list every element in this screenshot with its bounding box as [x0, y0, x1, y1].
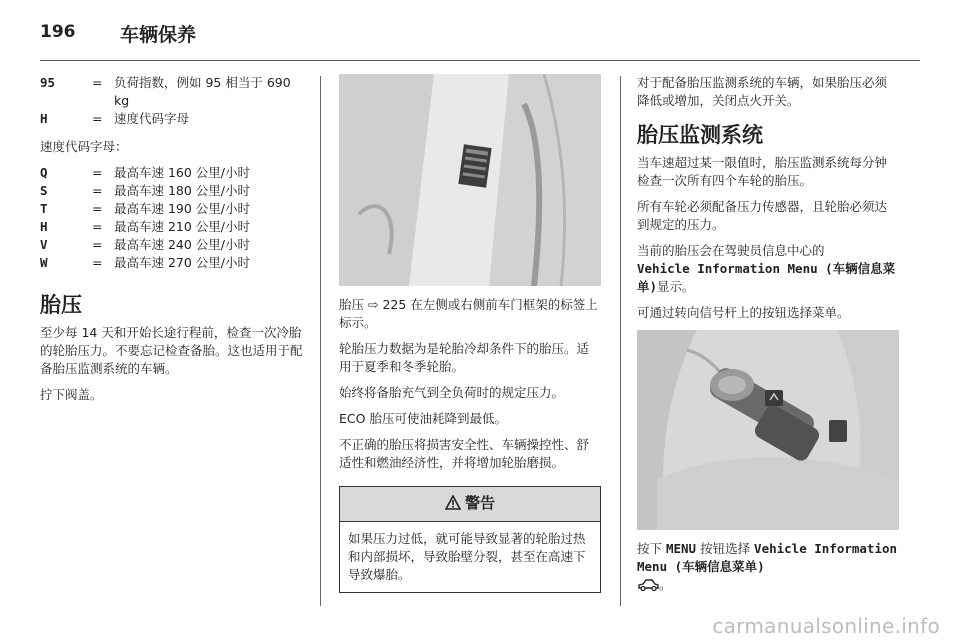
column-3 [637, 74, 899, 605]
speed-code-key: H [40, 219, 48, 234]
menu-selection-paragraph: 可通过转向信号杆上的按钮选择菜单。 [637, 305, 850, 320]
page-number: 196 [40, 22, 76, 42]
warning-text: 如果压力过低，就可能导致显著的轮胎过热和内部损坏，导致胎壁分裂，甚至在高速下导致爆胎。 [348, 531, 586, 582]
speed-code-eq: = [92, 219, 103, 234]
speed-code-row [40, 200, 308, 218]
door-frame-illustration [339, 74, 601, 286]
speed-code-value: 最高车速 240 公里/小时 [114, 237, 251, 252]
def-row [40, 74, 308, 110]
chapter-title: 车辆保养 [120, 24, 197, 46]
speed-code-value: 最高车速 180 公里/小时 [114, 183, 251, 198]
header-divider [40, 60, 920, 61]
speed-code-eq: = [92, 165, 103, 180]
column-2 [339, 74, 601, 593]
vehicle-info-menu-label: Vehicle Information Menu (车辆信息菜单) [637, 261, 896, 294]
speed-code-value: 最高车速 270 公里/小时 [114, 255, 251, 270]
arrow-ref-icon: ⇨ [367, 297, 379, 312]
speed-code-eq: = [92, 237, 103, 252]
speed-code-value: 最高车速 190 公里/小时 [114, 201, 251, 216]
def-row [40, 110, 308, 128]
speed-code-value: 最高车速 210 公里/小时 [114, 219, 251, 234]
def-eq: = [92, 75, 103, 90]
sensor-paragraph: 所有车轮必须配备压力传感器，且轮胎必须达到规定的压力。 [637, 199, 888, 232]
menu-button-instruction [637, 540, 899, 597]
spare-tire-paragraph: 始终将备胎充气到全负荷时的规定压力。 [339, 385, 565, 400]
car-icon [637, 578, 659, 597]
tire-label-text-post: 225 在左侧或右侧前车门框架的标签上标示。 [339, 297, 598, 330]
watermark: carmanualsonline.info [712, 614, 940, 638]
section-title-tpms: 胎压监测系统 [637, 123, 763, 147]
speed-code-row [40, 218, 308, 236]
dic-display-paragraph [637, 242, 899, 296]
column-divider-1 [320, 76, 321, 606]
column-1 [40, 74, 308, 412]
tire-pressure-paragraph: 至少每 14 天和开始长途行程前，检查一次冷胎的轮胎压力。不要忘记检查备胎。这也适用于配备胎压监测系统的车辆。 [40, 325, 303, 376]
speed-code-eq: = [92, 183, 103, 198]
cold-tire-paragraph: 轮胎压力数据为是轮胎冷却条件下的胎压。适用于夏季和冬季轮胎。 [339, 341, 590, 374]
eco-pressure-paragraph: ECO 胎压可使油耗降到最低。 [339, 411, 507, 426]
tire-label-text-pre: 胎压 [339, 297, 368, 312]
speed-code-key: T [40, 201, 48, 216]
speed-code-key: Q [40, 165, 48, 180]
speed-code-row [40, 254, 308, 272]
dic-text-post: 显示。 [657, 279, 695, 294]
speed-code-heading: 速度代码字母： [40, 139, 128, 154]
ignition-paragraph: 对于配备胎压监测系统的车辆，如果胎压必须降低或增加，关闭点火开关。 [637, 75, 888, 108]
instruction-pre: 按下 [637, 541, 666, 556]
def-value: 速度代码字母 [114, 111, 190, 126]
tpms-check-paragraph: 当车速超过某一限值时，胎压监测系统每分钟检查一次所有四个车轮的胎压。 [637, 155, 888, 188]
section-title-tire-pressure: 胎压 [40, 293, 82, 317]
speed-code-key: W [40, 255, 48, 270]
turn-signal-lever-illustration [637, 330, 899, 530]
warning-title: 警告 [464, 494, 495, 512]
valve-cap-paragraph: 拧下阀盖。 [40, 387, 103, 402]
page-header [0, 0, 960, 62]
warning-header [340, 487, 600, 522]
turn-signal-lever-photo [637, 330, 899, 530]
speed-code-row [40, 164, 308, 182]
incorrect-pressure-paragraph: 不正确的胎压将损害安全性、车辆操控性、舒适性和燃油经济性，并将增加轮胎磨损。 [339, 437, 590, 470]
speed-code-key: V [40, 237, 48, 252]
instruction-end: 。 [659, 577, 672, 592]
instruction-mid: 按钮选择 [696, 541, 755, 556]
door-frame-label-photo [339, 74, 601, 286]
def-key: H [40, 111, 48, 126]
speed-code-eq: = [92, 255, 103, 270]
def-value: 负荷指数，例如 95 相当于 690 kg [114, 75, 291, 108]
dic-text-pre: 当前的胎压会在驾驶员信息中心的 [637, 243, 825, 258]
def-eq: = [92, 111, 103, 126]
tire-label-location-paragraph [339, 296, 601, 332]
speed-code-key: S [40, 183, 48, 198]
speed-code-row [40, 182, 308, 200]
speed-code-row [40, 236, 308, 254]
def-key: 95 [40, 75, 56, 90]
speed-code-value: 最高车速 160 公里/小时 [114, 165, 251, 180]
column-divider-2 [620, 76, 621, 606]
vehicle-info-menu-label: Vehicle Information Menu (车辆信息菜单) [637, 541, 898, 574]
warning-box [339, 486, 601, 593]
menu-button-label: MENU [665, 541, 697, 556]
warning-triangle-icon [445, 495, 461, 514]
speed-code-eq: = [92, 201, 103, 216]
